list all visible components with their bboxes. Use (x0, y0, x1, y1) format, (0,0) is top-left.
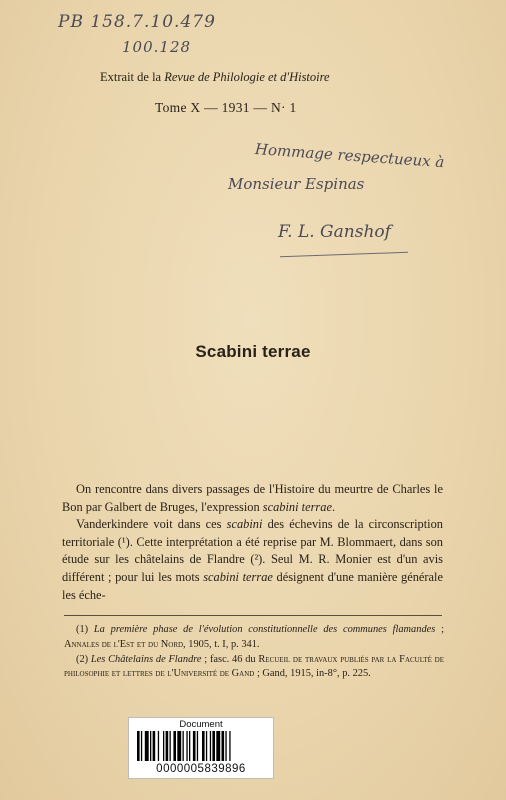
footnote-divider (64, 615, 442, 616)
footnotes (64, 623, 444, 682)
handwritten-call-number-secondary: 100.128 (122, 38, 192, 56)
footnote-1: (1) La première phase de l'évolution constitutionnelle des communes flamandes ; Annales de l'Est et du Nord, 1905, t. I, p. 341. (64, 624, 444, 650)
handwritten-dedication-line2: Monsieur Espinas (228, 175, 365, 193)
article-title: Scabini terrae (195, 342, 311, 361)
article-body (62, 481, 443, 604)
extrait-prefix: Extrait de la (100, 70, 162, 84)
volume-line: Tome X — 1931 — N· 1 (155, 100, 297, 115)
journal-name: Revue de Philologie et d'Histoire (164, 70, 330, 84)
handwritten-call-number: PB 158.7.10.479 (58, 12, 216, 32)
barcode-sticker (128, 717, 274, 779)
paragraph-1: On rencontre dans divers passages de l'Histoire du meurtre de Charles le Bon par Galbert de Bruges, l'expression scabini terrae. (62, 482, 443, 514)
barcode-label: Document (179, 719, 223, 730)
offprint-line (100, 70, 330, 85)
paragraph-2: Vanderkindere voit dans ces scabini des échevins de la circonscription territoriale (¹). Cette interprétation a été reprise par M. Blommaert, dans son étude sur les châtelains de Flandre (²). Seul M. R. Monier est d'un avis différent ; pour lui les mots scabini terrae désignent d'une manière générale les éche- (62, 517, 443, 602)
signature-underline (280, 252, 408, 257)
barcode-icon (137, 731, 265, 761)
handwritten-signature: F. L. Ganshof (278, 222, 391, 242)
footnote-2: (2) Les Châtelains de Flandre ; fasc. 46 du Recueil de travaux publiés par la Faculté de philosophie et lettres de l'Université de Gand ; Gand, 1915, in-8°, p. 225. (64, 653, 445, 680)
handwritten-dedication-line1: Hommage respectueux à (254, 140, 445, 172)
barcode-number: 0000005839896 (156, 763, 246, 775)
